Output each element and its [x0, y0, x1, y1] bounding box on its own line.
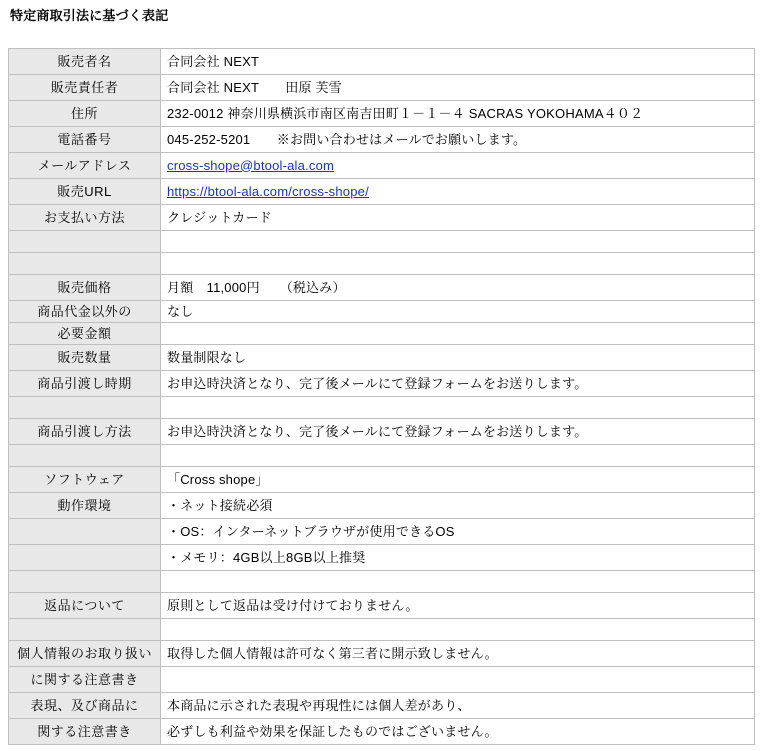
row-value: ・ネット接続必須: [161, 493, 755, 519]
table-row: [9, 445, 755, 467]
row-label-empty: [9, 545, 161, 571]
row-label: 関する注意書き: [9, 719, 161, 745]
row-label: 動作環境: [9, 493, 161, 519]
table-row: [9, 101, 755, 127]
table-row: [9, 179, 755, 205]
table-row: [9, 719, 755, 745]
row-value: 原則として返品は受け付けておりません。: [161, 593, 755, 619]
row-label: 電話番号: [9, 127, 161, 153]
row-value: 必ずしも利益や効果を保証したものではございません。: [161, 719, 755, 745]
row-label-empty: [9, 397, 161, 419]
table-row: [9, 345, 755, 371]
table-row: [9, 545, 755, 571]
table-row: [9, 127, 755, 153]
row-value: 月額 11,000円 （税込み）: [161, 275, 755, 301]
row-label: 商品引渡し時期: [9, 371, 161, 397]
row-value-link[interactable]: cross-shope@btool-ala.com: [167, 157, 335, 173]
row-value: 本商品に示された表現や再現性には個人差があり、: [161, 693, 755, 719]
row-label-empty: [9, 231, 161, 253]
row-value: ・OS：インターネットブラウザが使用できるOS: [161, 519, 755, 545]
specified-commercial-transactions-table-wrap: [8, 48, 754, 745]
row-value: 045-252-5201 ※お問い合わせはメールでお願いします。: [161, 127, 755, 153]
row-value: 数量制限なし: [161, 345, 755, 371]
table-row: [9, 493, 755, 519]
row-value: クレジットカード: [161, 205, 755, 231]
row-label-empty: [9, 619, 161, 641]
table-body: [9, 49, 755, 745]
row-label-empty: [9, 571, 161, 593]
row-label: ソフトウェア: [9, 467, 161, 493]
row-value-link[interactable]: https://btool-ala.com/cross-shope/: [167, 183, 369, 199]
table-row: [9, 205, 755, 231]
row-value-empty: [161, 323, 755, 345]
table-row: [9, 231, 755, 253]
table-row: [9, 397, 755, 419]
row-label-empty: [9, 519, 161, 545]
row-value: お申込時決済となり、完了後メールにて登録フォームをお送りします。: [161, 371, 755, 397]
row-value-empty: [161, 571, 755, 593]
table-row: [9, 75, 755, 101]
row-label: 販売数量: [9, 345, 161, 371]
table-row: [9, 467, 755, 493]
row-label: 必要金額: [9, 323, 161, 345]
row-value: お申込時決済となり、完了後メールにて登録フォームをお送りします。: [161, 419, 755, 445]
table-row: [9, 641, 755, 667]
row-label: 販売責任者: [9, 75, 161, 101]
row-value: 取得した個人情報は許可なく第三者に開示致しません。: [161, 641, 755, 667]
row-label: 販売URL: [9, 179, 161, 205]
row-label-empty: [9, 253, 161, 275]
row-label: 商品引渡し方法: [9, 419, 161, 445]
table-row: [9, 419, 755, 445]
row-value-empty: [161, 445, 755, 467]
row-value: ・メモリ：4GB以上8GB以上推奨: [161, 545, 755, 571]
row-value: [161, 153, 755, 179]
row-label: 返品について: [9, 593, 161, 619]
row-value: 232-0012 神奈川県横浜市南区南吉田町１－１－４ SACRAS YOKOHAMA４０２: [161, 101, 755, 127]
row-label: 販売価格: [9, 275, 161, 301]
row-value: 「Cross shope」: [161, 467, 755, 493]
table-row: [9, 371, 755, 397]
table-row: [9, 667, 755, 693]
row-label: 販売者名: [9, 49, 161, 75]
row-label: 個人情報のお取り扱い: [9, 641, 161, 667]
table-row: [9, 693, 755, 719]
row-value: なし: [161, 301, 755, 323]
table-row: [9, 301, 755, 323]
row-label: メールアドレス: [9, 153, 161, 179]
row-label: 商品代金以外の: [9, 301, 161, 323]
table-row: [9, 49, 755, 75]
row-value-empty: [161, 619, 755, 641]
row-label: に関する注意書き: [9, 667, 161, 693]
row-value-empty: [161, 231, 755, 253]
table-row: [9, 571, 755, 593]
row-value: 合同会社 NEXT 田原 芙雪: [161, 75, 755, 101]
row-value: 合同会社 NEXT: [161, 49, 755, 75]
row-label-empty: [9, 445, 161, 467]
row-value-empty: [161, 667, 755, 693]
table-row: [9, 153, 755, 179]
specified-commercial-transactions-table: [8, 48, 755, 745]
table-row: [9, 593, 755, 619]
row-value-empty: [161, 397, 755, 419]
row-value-empty: [161, 253, 755, 275]
row-label: 住所: [9, 101, 161, 127]
row-label: 表現、及び商品に: [9, 693, 161, 719]
row-label: お支払い方法: [9, 205, 161, 231]
table-row: [9, 323, 755, 345]
page-title: 特定商取引法に基づく表記: [10, 8, 169, 23]
row-value: [161, 179, 755, 205]
table-row: [9, 275, 755, 301]
table-row: [9, 519, 755, 545]
table-row: [9, 253, 755, 275]
table-row: [9, 619, 755, 641]
